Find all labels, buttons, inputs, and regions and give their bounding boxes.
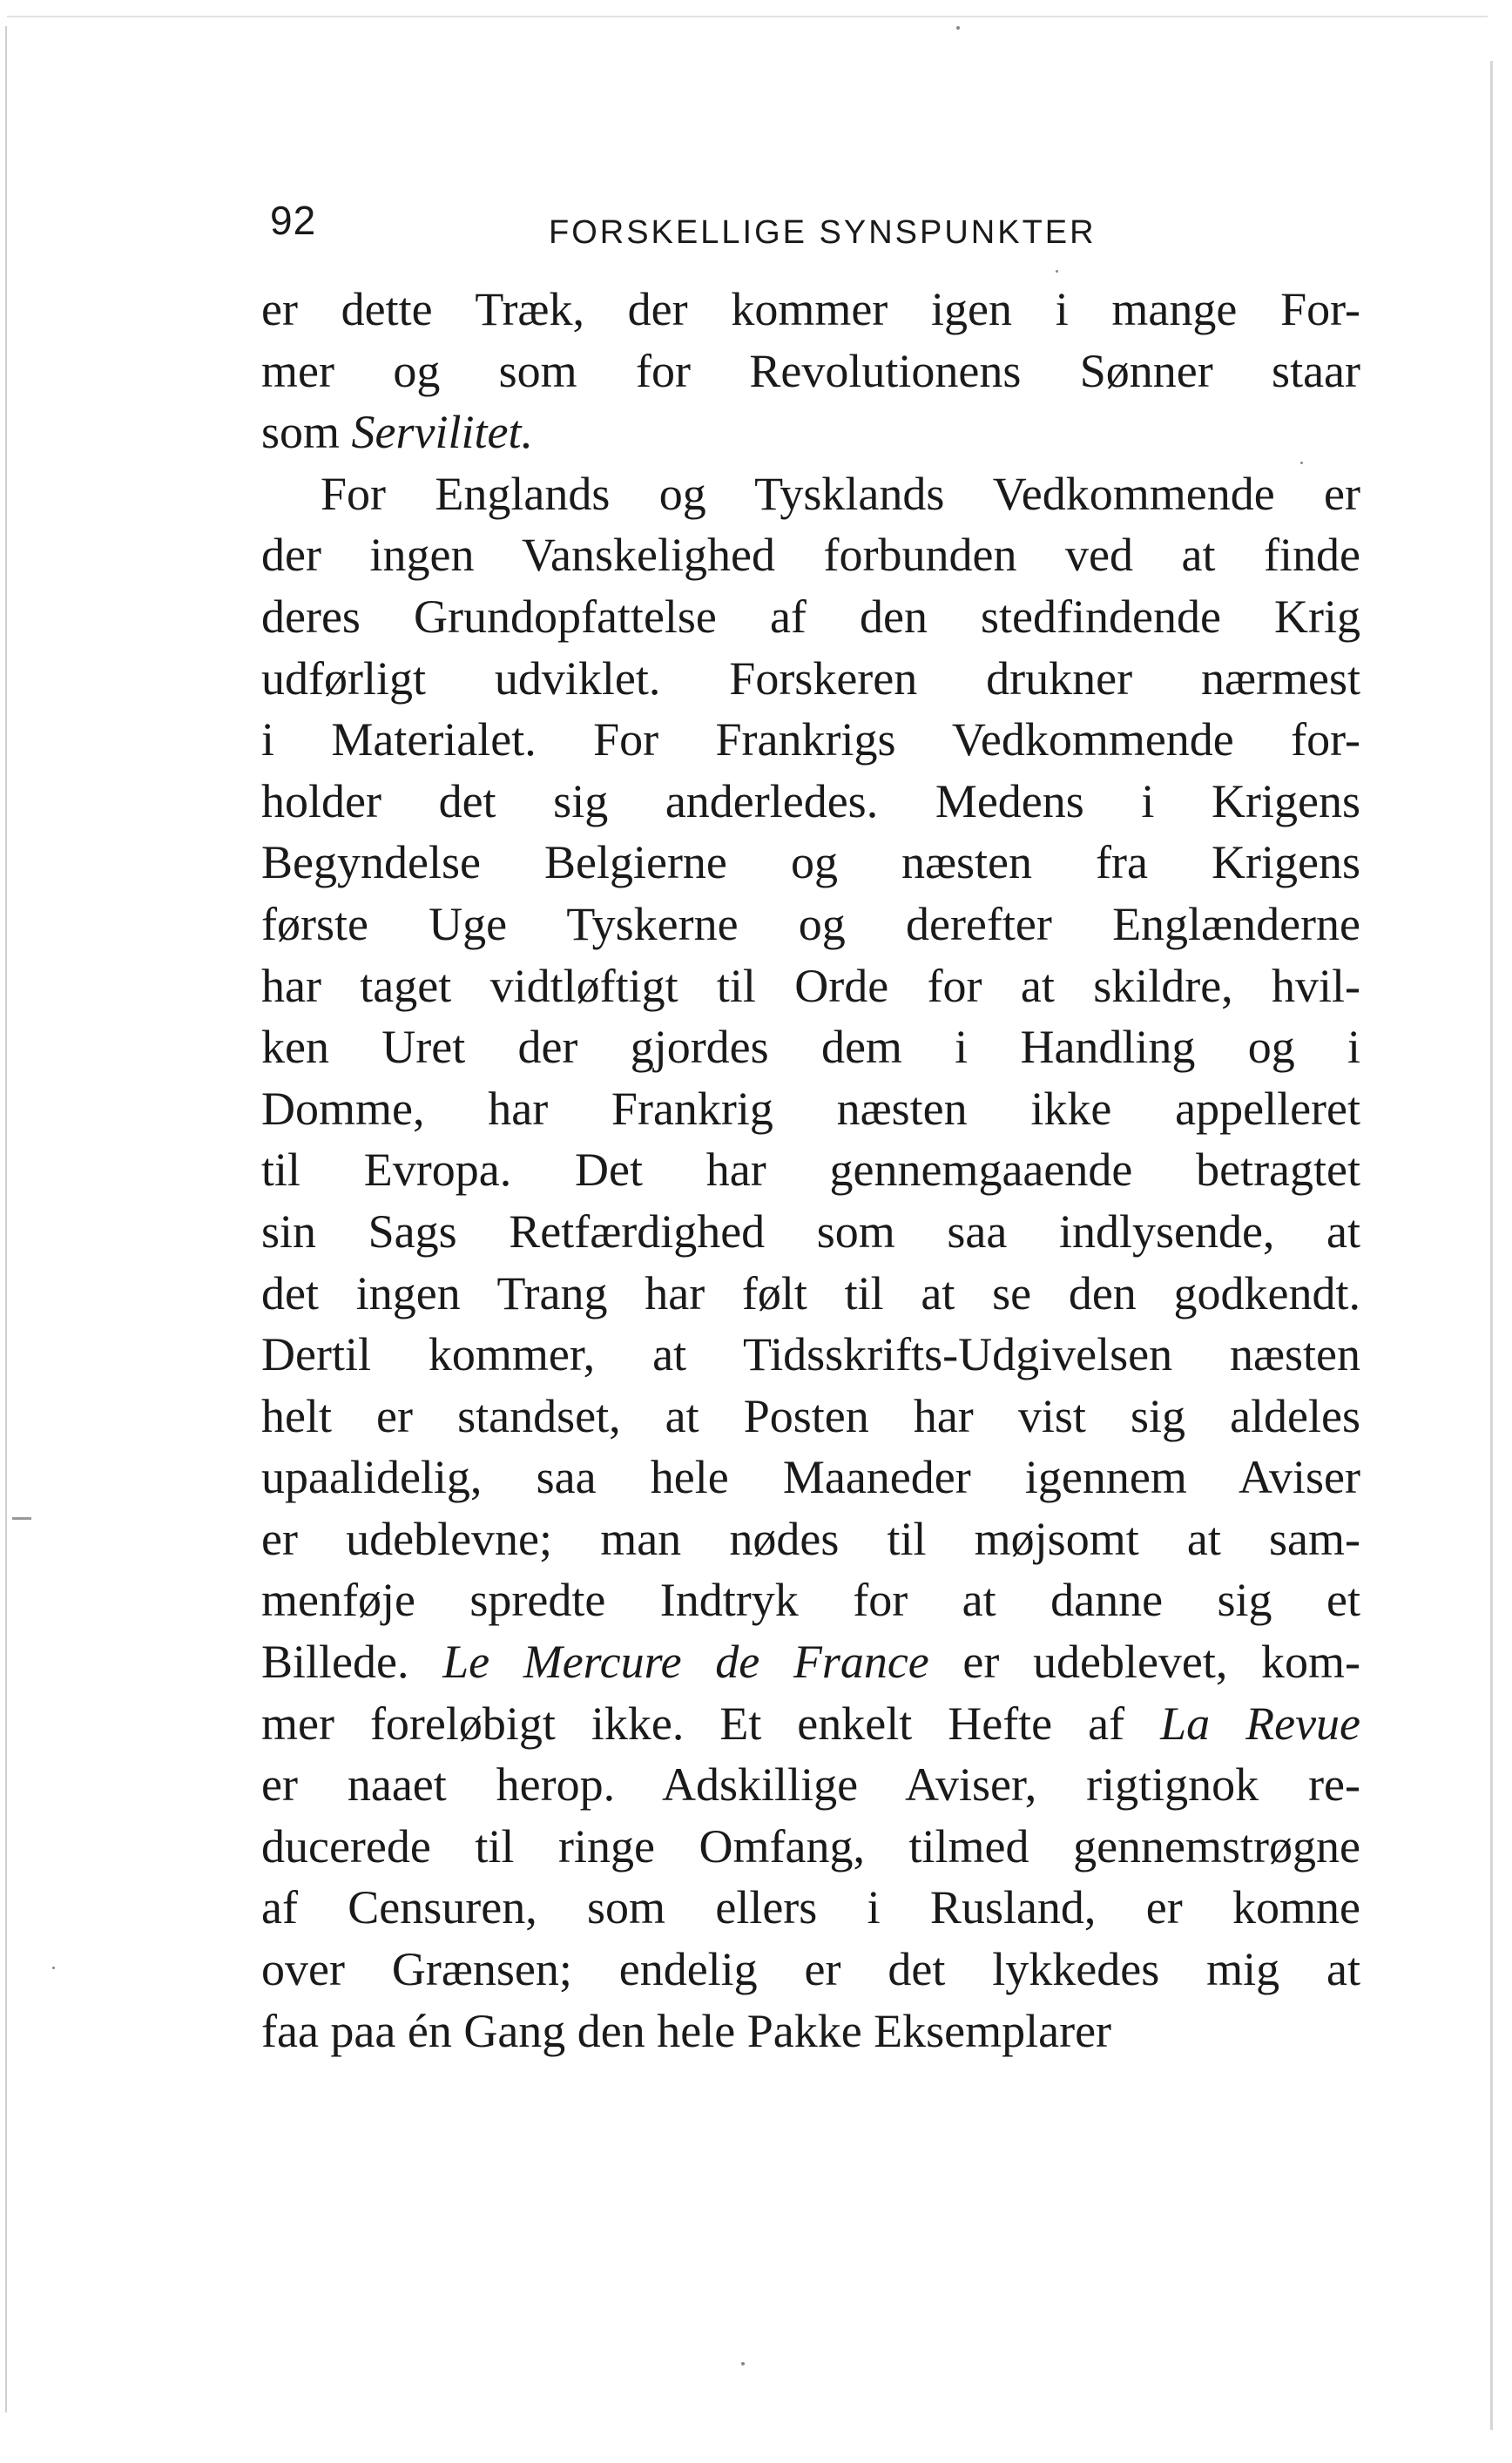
text-segment: af Censuren, som ellers i Rusland, er komne [261, 1881, 1360, 1934]
text-segment: ken Uret der gjordes dem i Handling og i [261, 1021, 1360, 1074]
text-segment: i Materialet. For Frankrigs Vedkommende for- [261, 713, 1360, 766]
text-line [261, 1447, 1360, 1508]
text-segment: Billede. [261, 1636, 443, 1689]
text-line [261, 1631, 1360, 1693]
text-line [261, 648, 1360, 710]
text-segment: er dette Træk, der kommer igen i mange For- [261, 283, 1360, 335]
text-line [261, 1324, 1360, 1386]
text-line [261, 402, 1360, 463]
text-segment: Begyndelse Belgierne og næsten fra Krigens [261, 836, 1360, 889]
dust-speck [741, 2362, 745, 2365]
text-segment: første Uge Tyskerne og derefter Englænderne [261, 897, 1360, 950]
dust-speck [52, 1967, 55, 1969]
text-segment: der ingen Vanskelighed forbunden ved at finde [261, 529, 1360, 582]
text-line [261, 1508, 1360, 1570]
text-line [261, 2001, 1360, 2062]
text-segment: over Grænsen; endelig er det lykkedes mig at [261, 1943, 1360, 1996]
running-title: FORSKELLIGE SYNSPUNKTER [549, 214, 1097, 251]
text-line [261, 771, 1360, 833]
text-line [261, 463, 1360, 525]
text-line [261, 279, 1360, 341]
text-segment: det ingen Trang har følt til at se den godkendt. [261, 1266, 1360, 1319]
text-segment: som [261, 406, 352, 459]
text-segment: mer foreløbigt ikke. Et enkelt Hefte af [261, 1697, 1161, 1750]
text-line [261, 1939, 1360, 2001]
scan-edge-right [1490, 61, 1493, 2430]
text-segment: har taget vidtløftigt til Orde for at skildre, hvil- [261, 959, 1360, 1012]
text-line [261, 1754, 1360, 1816]
text-line [261, 894, 1360, 955]
body-text [261, 279, 1360, 2061]
scan-edge-top [7, 16, 1488, 17]
text-segment: er udeblevet, kom- [928, 1636, 1360, 1689]
text-line [261, 341, 1360, 402]
text-line [261, 1877, 1360, 1939]
text-line [261, 1693, 1360, 1755]
margin-mark [12, 1517, 31, 1520]
italic-text: Servilitet. [351, 406, 533, 459]
text-segment: faa paa én Gang den hele Pakke Eksemplarer [261, 2004, 1112, 2057]
text-segment: til Evropa. Det har gennemgaaende betragtet [261, 1144, 1360, 1197]
running-head [261, 197, 1360, 258]
text-segment: Dertil kommer, at Tidsskrifts-Udgivelsen næsten [261, 1328, 1360, 1381]
text-segment: menføje spredte Indtryk for at danne sig et [261, 1574, 1360, 1627]
text-segment: udførligt udviklet. Forskeren drukner nærmest [261, 651, 1360, 705]
text-line [261, 1078, 1360, 1140]
dust-speck [956, 26, 960, 30]
text-line [261, 1016, 1360, 1078]
text-segment: er naaet herop. Adskillige Aviser, rigtignok re- [261, 1758, 1360, 1812]
text-line [261, 955, 1360, 1017]
text-segment: helt er standset, at Posten har vist sig aldeles [261, 1389, 1360, 1442]
text-segment: For Englands og Tysklands Vedkommende er [321, 467, 1360, 520]
text-line [261, 1139, 1360, 1201]
text-line [261, 1386, 1360, 1447]
text-line [261, 1263, 1360, 1325]
text-segment: Domme, har Frankrig næsten ikke appelleret [261, 1082, 1360, 1135]
text-segment: sin Sags Retfærdighed som saa indlysende, at [261, 1205, 1360, 1258]
text-line [261, 1201, 1360, 1263]
page-number: 92 [270, 198, 317, 243]
text-line [261, 1816, 1360, 1878]
text-segment: mer og som for Revolutionens Sønner staar [261, 344, 1360, 397]
italic-text: La Revue [1160, 1697, 1361, 1750]
text-line [261, 709, 1360, 771]
text-line [261, 1569, 1360, 1631]
text-line [261, 524, 1360, 586]
text-segment: ducerede til ringe Omfang, tilmed gennemstrøgne [261, 1819, 1360, 1873]
text-line [261, 832, 1360, 894]
text-segment: deres Grundopfattelse af den stedfindende Krig [261, 590, 1360, 643]
text-segment: er udeblevne; man nødes til møjsomt at sam- [261, 1512, 1360, 1565]
book-page [261, 197, 1360, 2061]
text-segment: holder det sig anderledes. Medens i Krigens [261, 774, 1360, 827]
text-segment: upaalidelig, saa hele Maaneder igennem Aviser [261, 1451, 1360, 1504]
text-line [261, 586, 1360, 648]
italic-text: Le Mercure de France [442, 1636, 929, 1689]
scan-edge-left [5, 26, 7, 2412]
